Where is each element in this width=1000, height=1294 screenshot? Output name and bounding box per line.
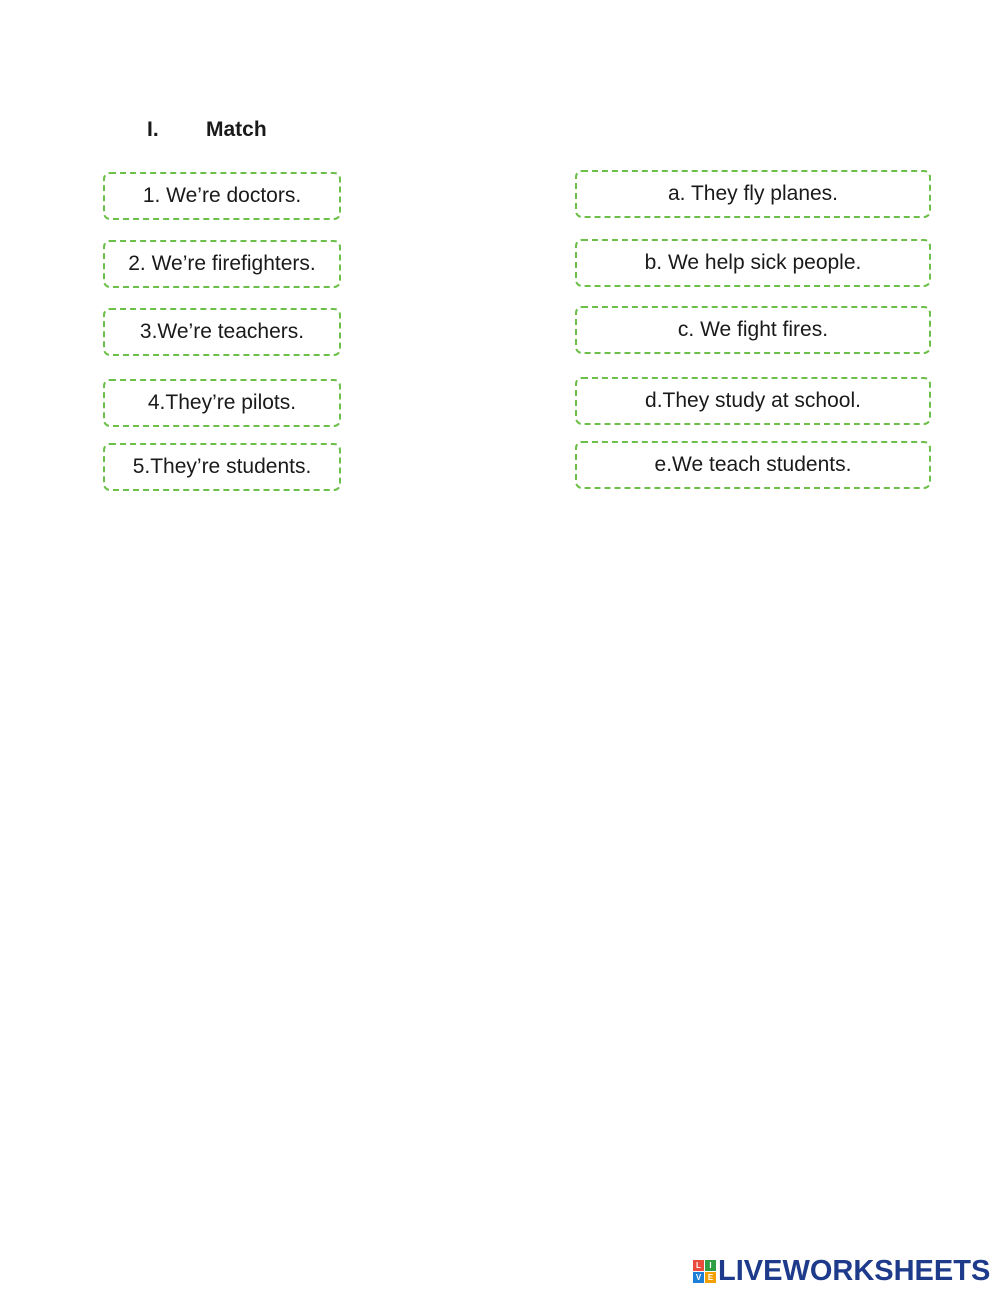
- match-right-item-b[interactable]: [575, 239, 931, 287]
- match-right-label: a. They fly planes.: [667, 182, 839, 205]
- match-right-item-d[interactable]: [575, 377, 931, 425]
- match-left-label: 3.We’re teachers.: [139, 320, 305, 343]
- match-right-item-a[interactable]: [575, 170, 931, 218]
- match-right-item-c[interactable]: [575, 306, 931, 354]
- match-right-label: b. We help sick people.: [644, 251, 862, 274]
- liveworksheets-logo: [693, 1255, 990, 1288]
- match-left-item-5[interactable]: [103, 443, 341, 491]
- match-right-label: e.We teach students.: [654, 453, 852, 476]
- section-number: I.: [147, 118, 159, 141]
- match-left-label: 5.They’re students.: [132, 455, 312, 478]
- logo-tiles-icon: [693, 1260, 716, 1283]
- logo-tile: V: [693, 1272, 704, 1283]
- logo-tile: I: [705, 1260, 716, 1271]
- logo-tile: L: [693, 1260, 704, 1271]
- match-right-label: c. We fight fires.: [677, 318, 829, 341]
- match-left-item-1[interactable]: [103, 172, 341, 220]
- match-right-label: d.They study at school.: [645, 389, 861, 412]
- match-left-label: 2. We’re firefighters.: [128, 252, 316, 275]
- match-right-item-e[interactable]: [575, 441, 931, 489]
- section-title: Match: [206, 118, 267, 141]
- logo-wordmark: LIVEWORKSHEETS: [718, 1255, 991, 1287]
- match-left-item-2[interactable]: [103, 240, 341, 288]
- match-left-item-4[interactable]: [103, 379, 341, 427]
- match-left-item-3[interactable]: [103, 308, 341, 356]
- match-left-label: 1. We’re doctors.: [142, 184, 302, 207]
- logo-tile: E: [705, 1272, 716, 1283]
- match-left-label: 4.They’re pilots.: [147, 391, 297, 414]
